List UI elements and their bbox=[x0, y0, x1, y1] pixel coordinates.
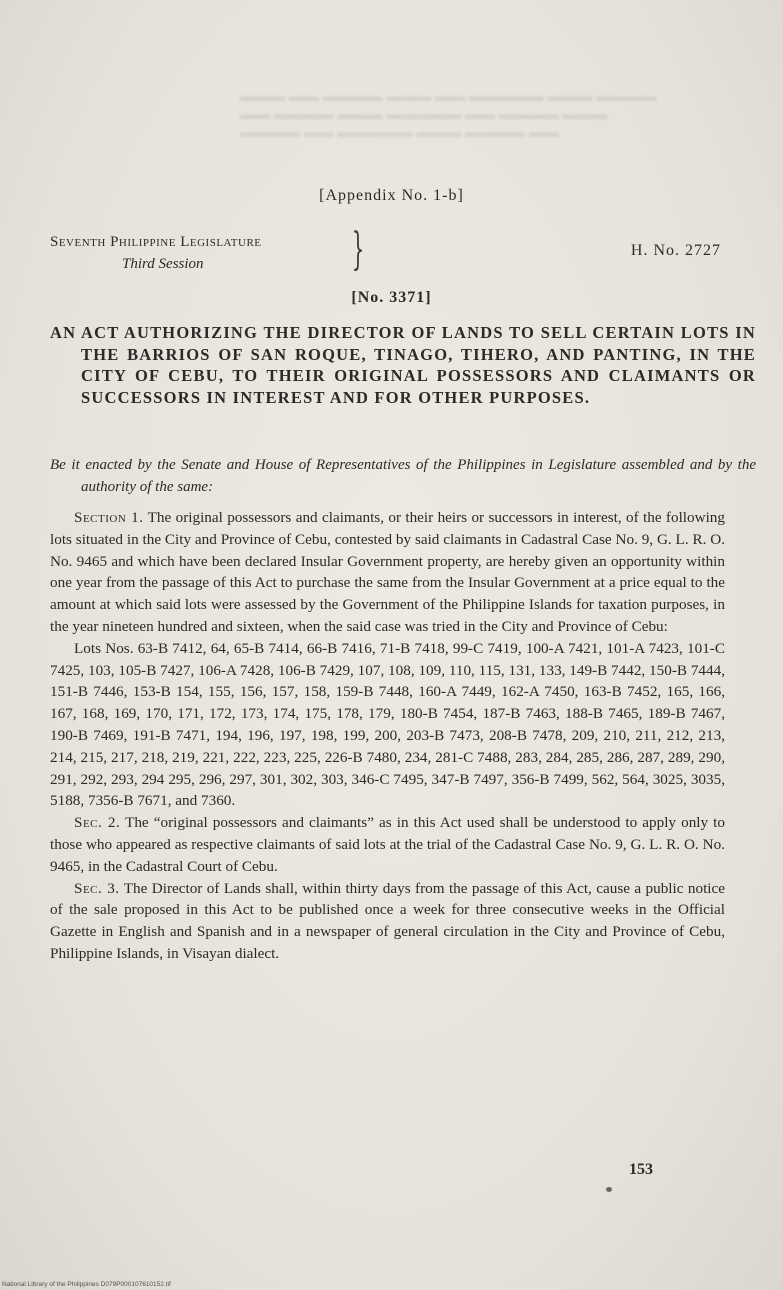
section-label: Sec. 3. bbox=[74, 879, 120, 897]
section-text: The original possessors and claimants, or their heirs or successors in interest, of the following lots situated in the City and Province of Cebu, contested by said claimants in Cadastral Case No. 9, G. L. R. O. No. 9465 and which have been declared Insular Government property, are hereby given an opportunity within one year from the passage of this Act to purchase the same from the Insular Government at a price equal to the amount at which said lots were assessed by the Government of the Philippine Islands for taxation purposes, in the year nineteen hundred and sixteen, when the said case was tried in the City and Province of Cebu: bbox=[50, 509, 725, 635]
scan-footer: National Library of the Philippines D079P000107610152.tif bbox=[2, 1281, 171, 1288]
bill-number: H. No. 2727 bbox=[630, 242, 721, 259]
enacting-clause: Be it enacted by the Senate and House of Representatives of the Philippines in Legislature assembled and by the authority of the same: bbox=[50, 457, 756, 495]
section-text: The “original possessors and claimants” as in this Act used shall be understood to apply only to those who appeared as respective claimants of said lots at the trial of the Cadastral Case No. 9, G. L. R. O. No. 9465, in the Cadastral Court of Cebu. bbox=[50, 814, 725, 875]
session-name: Third Session bbox=[122, 256, 204, 272]
section-label: Section 1. bbox=[74, 509, 144, 526]
lots-paragraph bbox=[50, 638, 725, 812]
section-paragraph bbox=[50, 878, 725, 965]
legislature-block bbox=[50, 231, 262, 275]
section-label: Sec. 2. bbox=[74, 814, 121, 832]
brace-decoration: } bbox=[351, 224, 365, 275]
act-number: [No. 3371] bbox=[351, 289, 432, 306]
section-text: The Director of Lands shall, within thirty days from the passage of this Act, cause a public notice of the sale proposed in this Act to be published once a week for three consecutive weeks in the Official Gazette in English and Spanish and in a newspaper of general circulation in the City and Province of Cebu, Philippine Islands, in Visayan dialect. bbox=[50, 879, 725, 962]
appendix-heading: [Appendix No. 1-b] bbox=[319, 187, 464, 204]
page-number: 153 bbox=[629, 1161, 653, 1178]
section-paragraph bbox=[50, 507, 725, 638]
section-paragraph bbox=[50, 812, 725, 877]
legislature-name: Seventh Philippine Legislature bbox=[50, 234, 262, 250]
lots-list: Lots Nos. 63-B 7412, 64, 65-B 7414, 66-B 7416, 71-B 7418, 99-C 7419, 100-A 7421, 101-A 7423, 101-C 7425, 103, 105-B 7427, 106-A 7428, 106-B 7429, 107, 108, 109, 110, 115, 131, 133, 149-B 7442, 150-B 7444, 151-B 7446, 153-B 154, 155, 156, 157, 158, 159-B 7448, 160-A 7449, 162-A 7450, 163-B 7452, 165, 166, 167, 168, 169, 170, 171, 172, 173, 174, 175, 178, 179, 180-B 7454, 187-B 7463, 188-B 7465, 189-B 7467, 190-B 7469, 191-B 7471, 194, 196, 197, 198, 199, 200, 203-B 7473, 208-B 7478, 209, 210, 211, 212, 213, 214, 215, 217, 218, 219, 221, 222, 223, 225, 226-B 7480, 234, 281-C 7488, 283, 284, 285, 286, 287, 289, 290, 291, 292, 293, 294 295, 296, 297, 301, 302, 303, 346-C 7495, 347-B 7497, 356-B 7499, 562, 564, 3025, 3035, 5188, 7356-B 7671, and 7360. bbox=[50, 639, 725, 810]
ink-spot-decoration bbox=[606, 1187, 612, 1192]
act-body bbox=[50, 507, 725, 965]
act-title: AN ACT AUTHORIZING THE DIRECTOR OF LANDS TO SELL CERTAIN LOTS IN THE BARRIOS OF SAN ROQUE, TINAGO, TIHERO, AND PANTING, IN THE CITY OF CEBU, TO THEIR ORIGINAL POSSESSORS AND CLAIMANTS OR SUCCESSORS IN INTEREST AND FOR OTHER PURPOSES. bbox=[50, 323, 756, 407]
bleed-through-decoration: ▬▬▬ ▬▬ ▬▬▬▬ ▬▬▬ ▬▬ ▬▬▬▬▬ ▬▬▬ ▬▬▬▬ ▬▬ ▬▬▬▬ ▬▬▬ ▬▬▬▬▬ ▬▬ ▬▬▬▬ ▬▬▬ ▬▬▬▬ ▬▬ ▬▬▬▬▬ ▬▬▬ ▬▬▬▬ ▬▬ bbox=[240, 89, 657, 141]
